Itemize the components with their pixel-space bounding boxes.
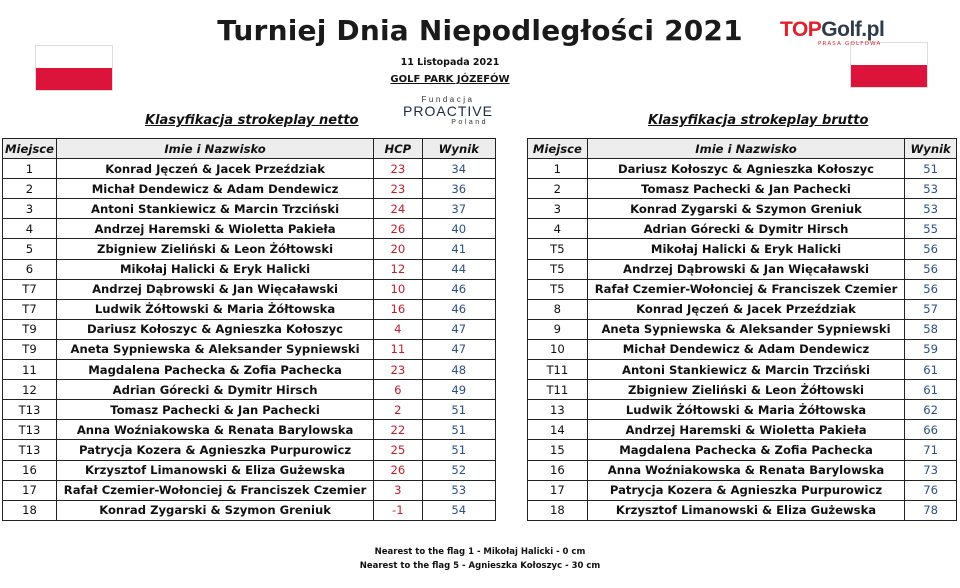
table-row [528, 299, 957, 319]
table-row [528, 360, 957, 380]
column-header: Imie i Nazwisko [587, 139, 905, 159]
cell-name: Konrad Zygarski & Szymon Greniuk [57, 500, 374, 520]
cell-score: 53 [905, 199, 957, 219]
cell-name: Aneta Sypniewska & Aleksander Sypniewski [57, 339, 374, 359]
cell-place: 13 [528, 400, 588, 420]
cell-place: 14 [528, 420, 588, 440]
table-row [528, 440, 957, 460]
cell-place: 5 [3, 239, 57, 259]
table-row [3, 360, 496, 380]
cell-score: 47 [422, 339, 495, 359]
column-header: Wynik [422, 139, 495, 159]
event-venue: GOLF PARK JÓZEFÓW [390, 74, 510, 85]
cell-score: 51 [422, 440, 495, 460]
table-row [528, 239, 957, 259]
cell-score: 61 [905, 360, 957, 380]
table-row [3, 239, 496, 259]
cell-score: 51 [422, 420, 495, 440]
column-header: Wynik [905, 139, 957, 159]
table-row [528, 400, 957, 420]
table-row [528, 420, 957, 440]
table-row [528, 339, 957, 359]
cell-name: Michał Dendewicz & Adam Dendewicz [57, 179, 374, 199]
cell-place: T11 [528, 360, 588, 380]
table-row [3, 299, 496, 319]
cell-place: T13 [3, 420, 57, 440]
table-row [528, 219, 957, 239]
table-row [528, 500, 957, 520]
column-header: Miejsce [528, 139, 588, 159]
cell-name: Tomasz Pachecki & Jan Pachecki [587, 179, 905, 199]
cell-score: 49 [422, 380, 495, 400]
column-header: HCP [374, 139, 422, 159]
cell-name: Magdalena Pachecka & Zofia Pachecka [587, 440, 905, 460]
cell-name: Ludwik Żółtowski & Maria Żółtowska [57, 299, 374, 319]
cell-score: 53 [422, 480, 495, 500]
table-row [3, 480, 496, 500]
cell-name: Mikołaj Halicki & Eryk Halicki [587, 239, 905, 259]
cell-score: 51 [422, 400, 495, 420]
table-row [3, 179, 496, 199]
table-row [3, 319, 496, 339]
note-line: Nearest to the flag 5 - Agnieszka Kołoszyc - 30 cm [359, 561, 601, 571]
table-row [528, 380, 957, 400]
cell-hcp: 11 [374, 339, 422, 359]
cell-score: 46 [422, 299, 495, 319]
cell-score: 57 [905, 299, 957, 319]
cell-place: 12 [3, 380, 57, 400]
table-row [3, 440, 496, 460]
table-row [3, 420, 496, 440]
cell-score: 59 [905, 339, 957, 359]
table-row [3, 400, 496, 420]
cell-score: 44 [422, 259, 495, 279]
cell-hcp: 20 [374, 239, 422, 259]
cell-place: T7 [3, 299, 57, 319]
event-date: 11 Listopada 2021 [400, 57, 500, 68]
cell-name: Aneta Sypniewska & Aleksander Sypniewski [587, 319, 905, 339]
cell-name: Dariusz Kołoszyc & Agnieszka Kołoszyc [587, 159, 905, 179]
table-row [3, 279, 496, 299]
cell-score: 40 [422, 219, 495, 239]
cell-name: Ludwik Żółtowski & Maria Żółtowska [587, 400, 905, 420]
cell-score: 78 [905, 500, 957, 520]
cell-place: 17 [3, 480, 57, 500]
cell-score: 51 [905, 159, 957, 179]
cell-place: T11 [528, 380, 588, 400]
cell-place: T9 [3, 319, 57, 339]
cell-hcp: 26 [374, 219, 422, 239]
cell-place: 9 [528, 319, 588, 339]
cell-hcp: 23 [374, 159, 422, 179]
cell-score: 73 [905, 460, 957, 480]
cell-score: 52 [422, 460, 495, 480]
cell-score: 56 [905, 279, 957, 299]
cell-name: Rafał Czemier-Wołonciej & Franciszek Czemier [57, 480, 374, 500]
cell-score: 41 [422, 239, 495, 259]
cell-name: Konrad Zygarski & Szymon Greniuk [587, 199, 905, 219]
table-row [528, 460, 957, 480]
cell-place: 2 [528, 179, 588, 199]
cell-score: 61 [905, 380, 957, 400]
cell-name: Andrzej Haremski & Wioletta Pakieła [57, 219, 374, 239]
table-row [3, 159, 496, 179]
cell-name: Magdalena Pachecka & Zofia Pachecka [57, 360, 374, 380]
netto-heading: Klasyfikacja strokeplay netto [145, 113, 359, 128]
cell-score: 34 [422, 159, 495, 179]
cell-name: Michał Dendewicz & Adam Dendewicz [587, 339, 905, 359]
cell-place: T5 [528, 259, 588, 279]
cell-name: Adrian Górecki & Dymitr Hirsch [57, 380, 374, 400]
cell-place: 11 [3, 360, 57, 380]
cell-name: Konrad Jęczeń & Jacek Przeździak [57, 159, 374, 179]
cell-name: Andrzej Dąbrowski & Jan Więcaławski [587, 259, 905, 279]
cell-place: 1 [528, 159, 588, 179]
cell-score: 71 [905, 440, 957, 460]
polish-flag-right [850, 42, 928, 88]
cell-score: 53 [905, 179, 957, 199]
cell-hcp: 24 [374, 199, 422, 219]
cell-place: 3 [528, 199, 588, 219]
brutto-heading: Klasyfikacja strokeplay brutto [648, 113, 869, 128]
table-row [528, 179, 957, 199]
table-row [528, 159, 957, 179]
cell-name: Krzysztof Limanowski & Eliza Gużewska [57, 460, 374, 480]
column-header: Miejsce [3, 139, 57, 159]
cell-name: Tomasz Pachecki & Jan Pachecki [57, 400, 374, 420]
cell-score: 55 [905, 219, 957, 239]
netto-table [2, 138, 496, 521]
note-line: Nearest to the flag 1 - Mikołaj Halicki - 0 cm [374, 547, 586, 557]
proactive-foundation-logo: Fundacja PROACTIVE Poland [403, 95, 493, 126]
cell-name: Anna Woźniakowska & Renata Barylowska [587, 460, 905, 480]
table-row [3, 500, 496, 520]
cell-name: Dariusz Kołoszyc & Agnieszka Kołoszyc [57, 319, 374, 339]
cell-hcp: 23 [374, 360, 422, 380]
table-row [3, 199, 496, 219]
cell-score: 46 [422, 279, 495, 299]
cell-name: Krzysztof Limanowski & Eliza Gużewska [587, 500, 905, 520]
cell-hcp: 23 [374, 179, 422, 199]
cell-hcp: 25 [374, 440, 422, 460]
brutto-table [527, 138, 957, 521]
cell-place: T5 [528, 239, 588, 259]
table-row [3, 460, 496, 480]
cell-place: 1 [3, 159, 57, 179]
cell-place: 2 [3, 179, 57, 199]
cell-place: 8 [528, 299, 588, 319]
cell-score: 54 [422, 500, 495, 520]
cell-score: 76 [905, 480, 957, 500]
cell-name: Adrian Górecki & Dymitr Hirsch [587, 219, 905, 239]
cell-name: Anna Woźniakowska & Renata Barylowska [57, 420, 374, 440]
cell-score: 66 [905, 420, 957, 440]
cell-score: 47 [422, 319, 495, 339]
cell-name: Konrad Jęczeń & Jacek Przeździak [587, 299, 905, 319]
table-row [528, 480, 957, 500]
cell-hcp: 3 [374, 480, 422, 500]
table-row [528, 199, 957, 219]
cell-hcp: -1 [374, 500, 422, 520]
cell-name: Zbigniew Zieliński & Leon Żółtowski [587, 380, 905, 400]
cell-name: Zbigniew Zieliński & Leon Żółtowski [57, 239, 374, 259]
cell-score: 36 [422, 179, 495, 199]
cell-place: 4 [3, 219, 57, 239]
cell-name: Andrzej Haremski & Wioletta Pakieła [587, 420, 905, 440]
cell-score: 37 [422, 199, 495, 219]
cell-place: 10 [528, 339, 588, 359]
cell-hcp: 4 [374, 319, 422, 339]
polish-flag-left [35, 45, 113, 91]
cell-place: T13 [3, 400, 57, 420]
nearest-to-flag-notes [0, 545, 960, 573]
cell-place: T9 [3, 339, 57, 359]
cell-hcp: 6 [374, 380, 422, 400]
cell-name: Antoni Stankiewicz & Marcin Trzciński [57, 199, 374, 219]
table-row [528, 259, 957, 279]
cell-place: 15 [528, 440, 588, 460]
cell-hcp: 12 [374, 259, 422, 279]
cell-hcp: 2 [374, 400, 422, 420]
cell-score: 62 [905, 400, 957, 420]
cell-place: 16 [528, 460, 588, 480]
cell-place: T5 [528, 279, 588, 299]
table-row [528, 319, 957, 339]
table-row [3, 380, 496, 400]
table-row [528, 279, 957, 299]
topgolf-logo: TOPGolf.pl PRASA GOLFOWA [780, 18, 885, 47]
table-row [3, 259, 496, 279]
cell-place: 17 [528, 480, 588, 500]
cell-score: 56 [905, 239, 957, 259]
cell-place: 18 [3, 500, 57, 520]
cell-hcp: 26 [374, 460, 422, 480]
cell-hcp: 16 [374, 299, 422, 319]
cell-name: Antoni Stankiewicz & Marcin Trzciński [587, 360, 905, 380]
column-header: Imie i Nazwisko [57, 139, 374, 159]
cell-name: Patrycja Kozera & Agnieszka Purpurowicz [587, 480, 905, 500]
cell-place: 4 [528, 219, 588, 239]
cell-score: 56 [905, 259, 957, 279]
cell-score: 58 [905, 319, 957, 339]
cell-name: Rafał Czemier-Wołonciej & Franciszek Czemier [587, 279, 905, 299]
cell-place: T7 [3, 279, 57, 299]
page-title: Turniej Dnia Niepodległości 2021 [217, 14, 743, 47]
cell-place: 6 [3, 259, 57, 279]
cell-name: Mikołaj Halicki & Eryk Halicki [57, 259, 374, 279]
cell-place: 3 [3, 199, 57, 219]
cell-place: 16 [3, 460, 57, 480]
cell-place: T13 [3, 440, 57, 460]
cell-hcp: 22 [374, 420, 422, 440]
table-row [3, 339, 496, 359]
cell-place: 18 [528, 500, 588, 520]
cell-name: Patrycja Kozera & Agnieszka Purpurowicz [57, 440, 374, 460]
cell-name: Andrzej Dąbrowski & Jan Więcaławski [57, 279, 374, 299]
cell-hcp: 10 [374, 279, 422, 299]
cell-score: 48 [422, 360, 495, 380]
table-row [3, 219, 496, 239]
